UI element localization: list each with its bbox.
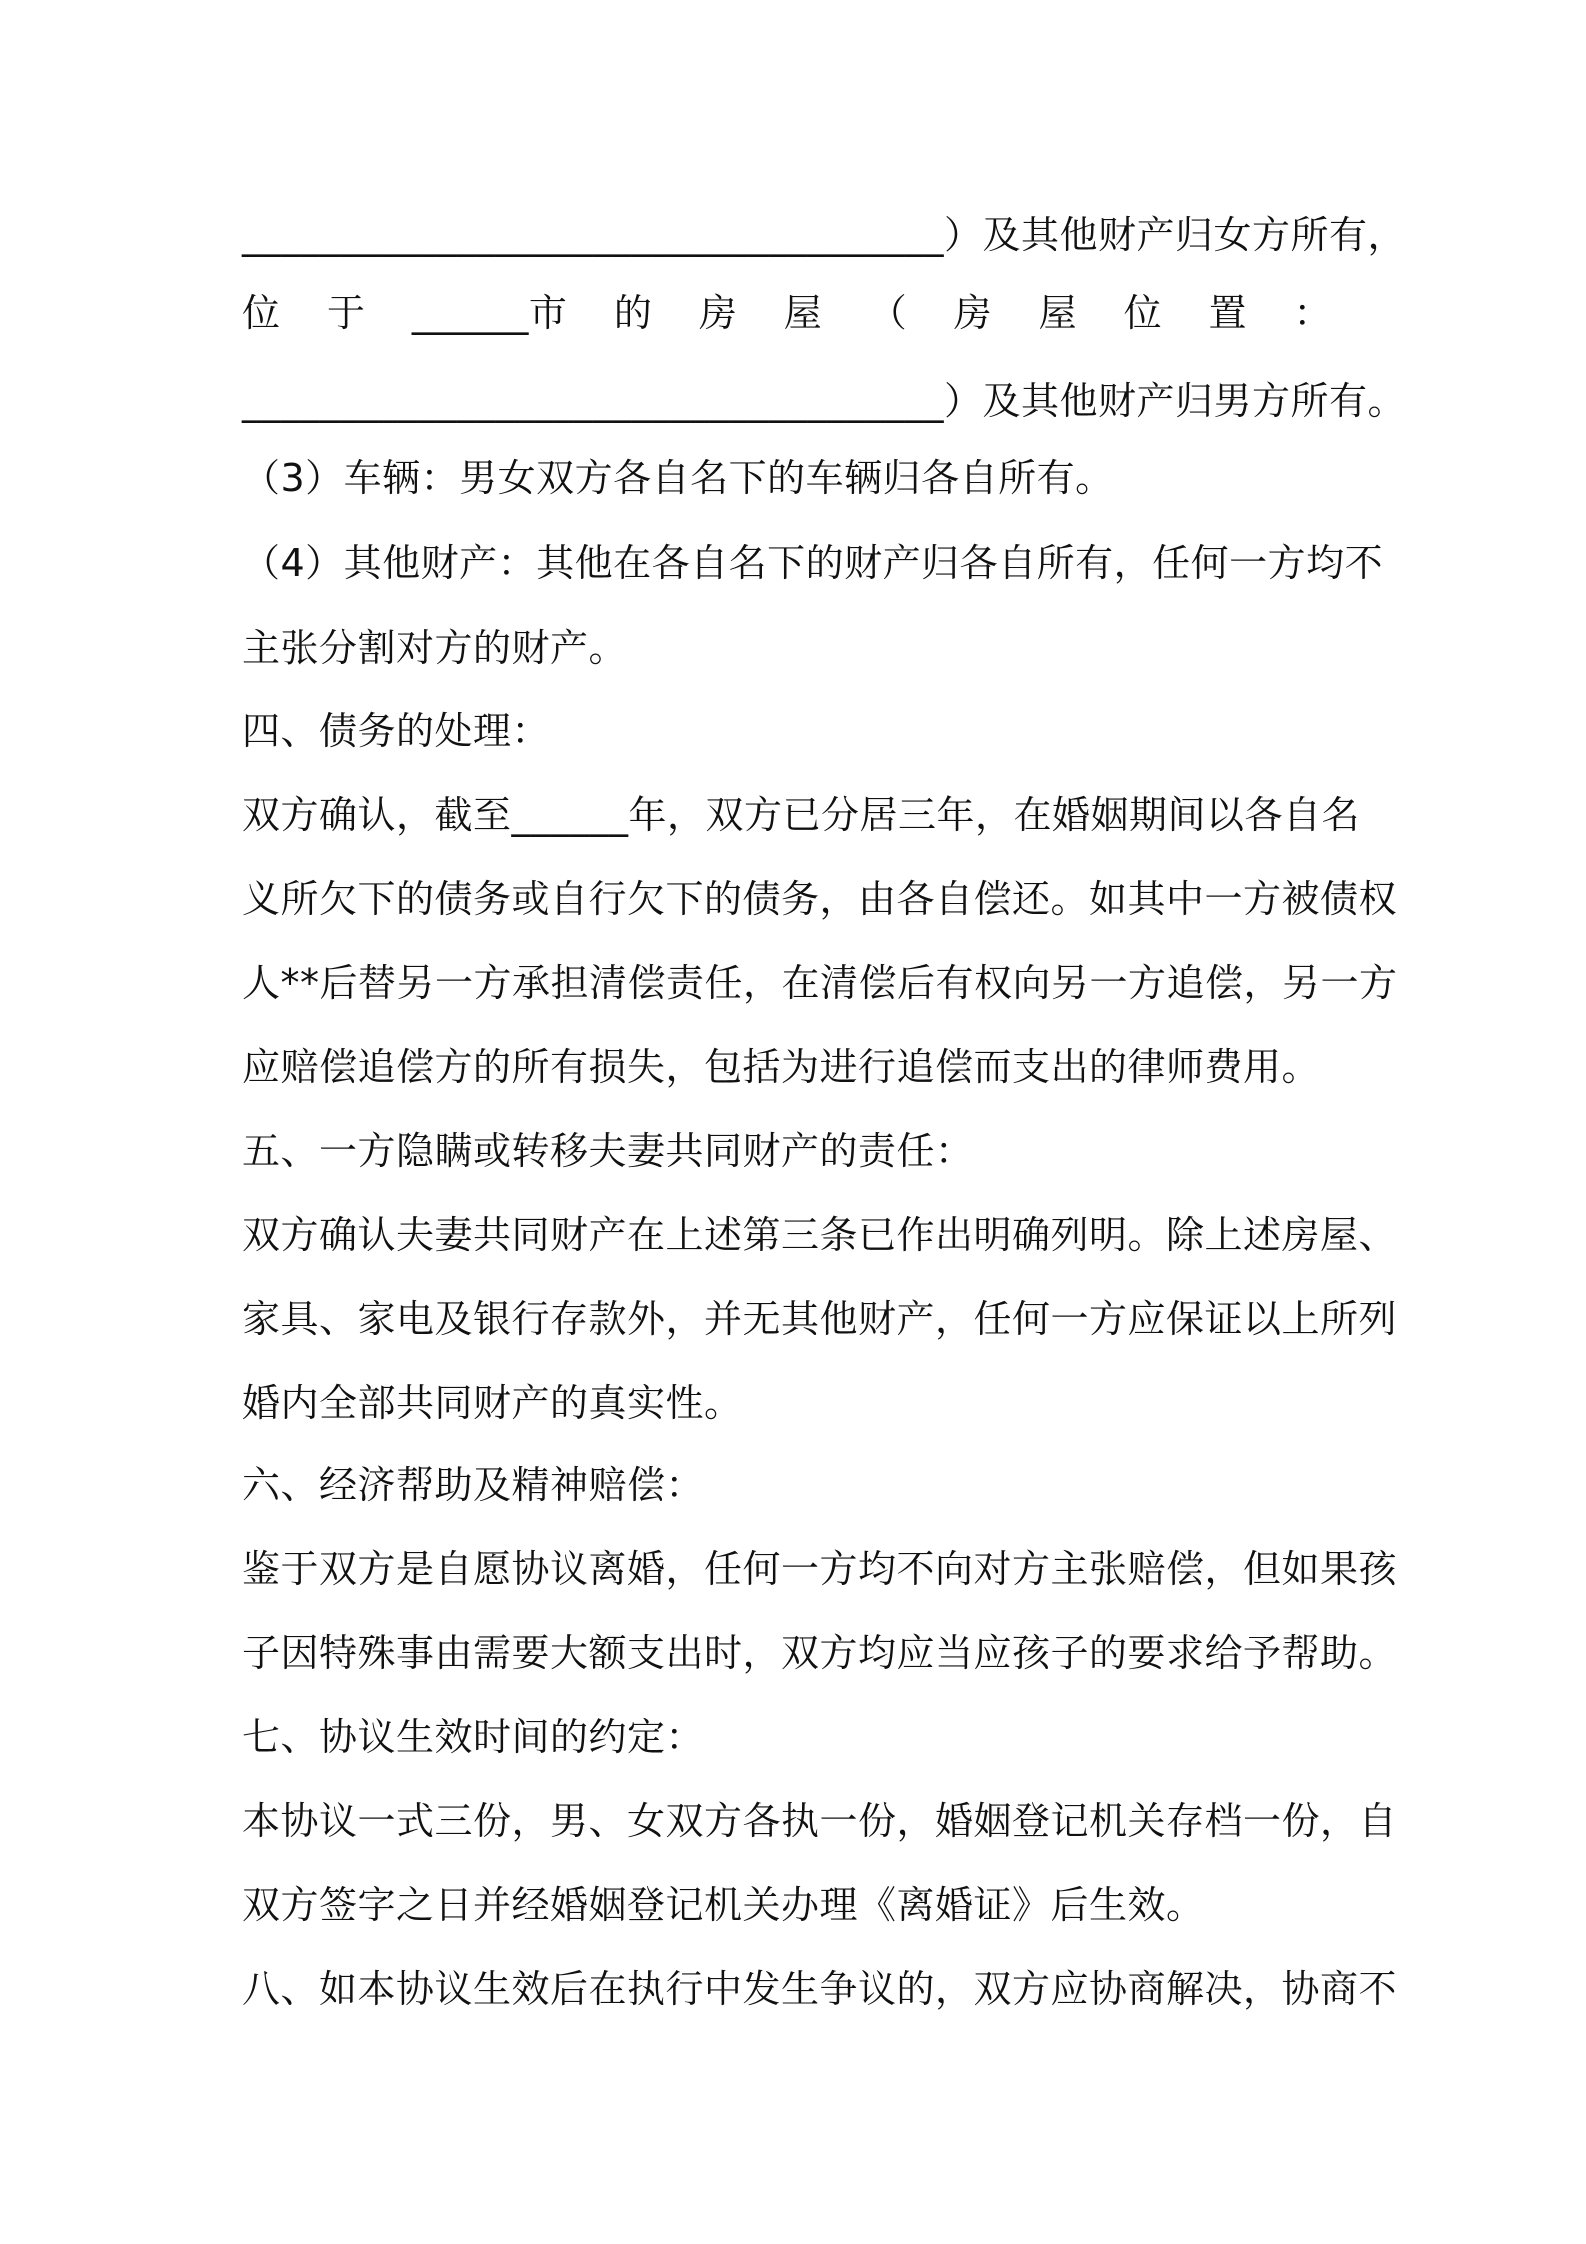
spaced-line-house-location xyxy=(242,290,1332,336)
text-line-8: 双方确认，截至______年，双方已分居三年，在婚姻期间以各自名 xyxy=(242,793,1361,837)
text-line-14: 家具、家电及银行存款外，并无其他财产，任何一方应保证以上所列 xyxy=(242,1297,1398,1341)
text-line-4: （3）车辆：男女双方各自名下的车辆归各自所有。 xyxy=(242,456,1114,500)
spaced-token: （ xyxy=(868,291,908,335)
text-line-2 xyxy=(242,290,1357,336)
spaced-token: 位 xyxy=(242,291,281,335)
spaced-token: 屋 xyxy=(783,291,823,335)
spaced-token: 的 xyxy=(613,291,653,335)
text-line-3: ____________________________________）及其他财产归男方所有。 xyxy=(242,379,1407,423)
spaced-token: 房 xyxy=(953,291,993,335)
section-heading-4: 四、债务的处理： xyxy=(242,709,551,753)
section-heading-7: 七、协议生效时间的约定： xyxy=(242,1715,705,1759)
spaced-token: ______市 xyxy=(411,291,568,335)
text-line-6: 主张分割对方的财产。 xyxy=(242,626,628,670)
section-heading-6: 六、经济帮助及精神赔偿： xyxy=(242,1463,705,1507)
spaced-token: 于 xyxy=(326,291,366,335)
text-line-11: 应赔偿追偿方的所有损失，包括为进行追偿而支出的律师费用。 xyxy=(242,1045,1321,1089)
spaced-token: 置 xyxy=(1208,291,1248,335)
text-line-5: （4）其他财产：其他在各自名下的财产归各自所有，任何一方均不 xyxy=(242,541,1384,585)
spaced-token: 位 xyxy=(1123,291,1163,335)
text-line-20: 本协议一式三份，男、女双方各执一份，婚姻登记机关存档一份，自 xyxy=(242,1799,1398,1843)
spaced-token: ： xyxy=(1293,291,1332,335)
text-line-15: 婚内全部共同财产的真实性。 xyxy=(242,1381,743,1425)
section-heading-5: 五、一方隐瞒或转移夫妻共同财产的责任： xyxy=(242,1129,974,1173)
spaced-token: 房 xyxy=(698,291,738,335)
text-line-1: ____________________________________）及其他财产归女方所有， xyxy=(242,213,1407,257)
text-line-21: 双方签字之日并经婚姻登记机关办理《离婚证》后生效。 xyxy=(242,1883,1205,1927)
spaced-token: 屋 xyxy=(1038,291,1078,335)
text-line-9: 义所欠下的债务或自行欠下的债务，由各自偿还。如其中一方被债权 xyxy=(242,877,1398,921)
text-line-22: 八、如本协议生效后在执行中发生争议的，双方应协商解决，协商不 xyxy=(242,1967,1398,2011)
text-line-10: 人**后替另一方承担清偿责任，在清偿后有权向另一方追偿，另一方 xyxy=(242,961,1398,1005)
text-line-13: 双方确认夫妻共同财产在上述第三条已作出明确列明。除上述房屋、 xyxy=(242,1213,1398,1257)
text-line-18: 子因特殊事由需要大额支出时，双方均应当应孩子的要求给予帮助。 xyxy=(242,1631,1398,1675)
text-line-17: 鉴于双方是自愿协议离婚，任何一方均不向对方主张赔偿，但如果孩 xyxy=(242,1547,1398,1591)
